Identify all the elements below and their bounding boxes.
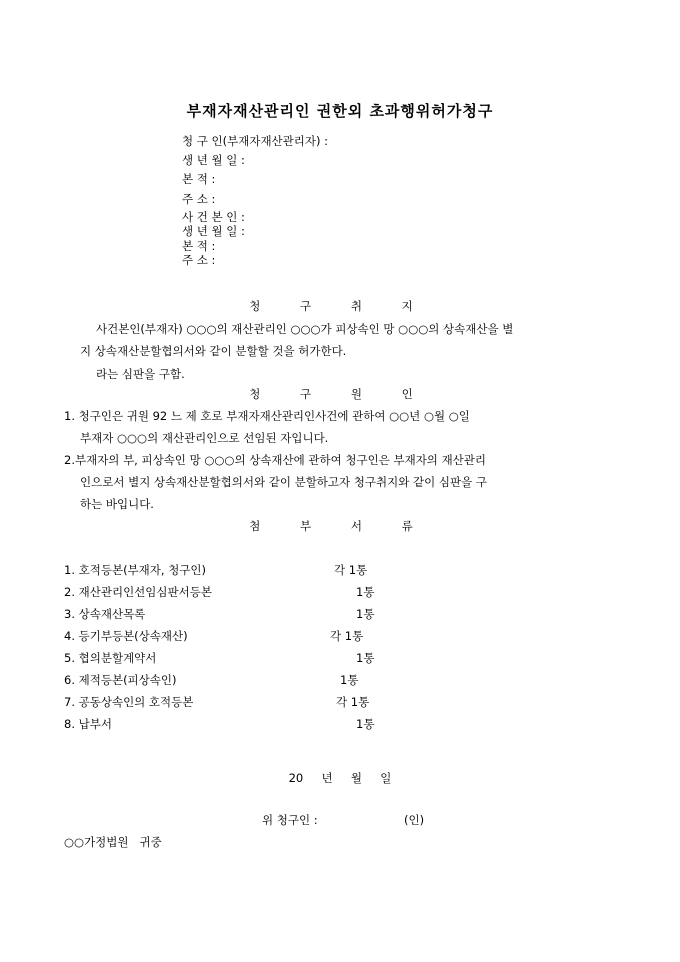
cause-heading: 청 구 원 인 bbox=[249, 387, 431, 401]
document-title: 부재자재산관리인 권한외 초과행위허가청구 bbox=[186, 102, 494, 120]
claimant-label: 청 구 인(부재자재산관리자) : bbox=[182, 134, 329, 148]
attachment-item: 5. 협의분할계약서 bbox=[64, 651, 157, 665]
cause-item-2-line-3: 하는 바입니다. bbox=[80, 497, 154, 511]
attachment-count: 1통 bbox=[356, 607, 375, 621]
attachment-item: 3. 상속재산목록 bbox=[64, 607, 146, 621]
cause-item-2-line-1: 2.부재자의 부, 피상속인 망 ○○○의 상속재산에 관하여 청구인은 부재자의 재산관리 bbox=[64, 453, 487, 467]
attachment-count: 1통 bbox=[340, 673, 359, 687]
court-addressee: ○○가정법원 귀중 bbox=[64, 835, 162, 849]
signature-label: 위 청구인 : bbox=[262, 813, 318, 827]
attachment-item: 4. 등기부등본(상속재산) bbox=[64, 629, 188, 643]
principal-birth-label: 생 년 월 일 : bbox=[182, 224, 245, 238]
claimant-birth-label: 생 년 월 일 : bbox=[182, 153, 245, 167]
attachment-item: 7. 공동상속인의 호적등본 bbox=[64, 695, 194, 709]
date-line: 20 년 월 일 bbox=[288, 771, 392, 785]
principal-domicile-label: 본 적 : bbox=[182, 239, 216, 253]
cause-item-1-line-1: 1. 청구인은 귀원 92 느 제 호로 부재자재산관리인사건에 관하여 ○○년 ○월 ○일 bbox=[64, 409, 470, 423]
attachment-count: 각 1통 bbox=[334, 563, 368, 577]
attachment-count: 1통 bbox=[356, 585, 375, 599]
attachment-count: 각 1통 bbox=[336, 695, 370, 709]
attachments-heading: 첨 부 서 류 bbox=[249, 519, 431, 533]
attachment-count: 1통 bbox=[356, 651, 375, 665]
claimant-address-label: 주 소 : bbox=[182, 192, 216, 206]
cause-item-2-line-2: 인으로서 별지 상속재산분할협의서와 같이 분할하고자 청구취지와 같이 심판을 구 bbox=[80, 475, 487, 489]
purpose-line-3: 라는 심판을 구함. bbox=[96, 367, 185, 381]
claimant-domicile-label: 본 적 : bbox=[182, 172, 216, 186]
seal-mark: (인) bbox=[404, 813, 425, 827]
purpose-line-2: 지 상속재산분할협의서와 같이 분할할 것을 허가한다. bbox=[80, 344, 347, 358]
purpose-heading: 청 구 취 지 bbox=[249, 299, 431, 313]
principal-address-label: 주 소 : bbox=[182, 253, 216, 267]
attachment-count: 각 1통 bbox=[330, 629, 364, 643]
attachment-item: 1. 호적등본(부재자, 청구인) bbox=[64, 563, 207, 577]
purpose-line-1: 사건본인(부재자) ○○○의 재산관리인 ○○○가 피상속인 망 ○○○의 상속재산을 별 bbox=[96, 322, 514, 336]
cause-item-1-line-2: 부재자 ○○○의 재산관리인으로 선임된 자입니다. bbox=[80, 431, 329, 445]
attachment-item: 8. 납부서 bbox=[64, 717, 112, 731]
principal-label: 사 건 본 인 : bbox=[182, 210, 245, 224]
attachment-item: 2. 재산관리인선임심판서등본 bbox=[64, 585, 212, 599]
attachment-item: 6. 제적등본(피상속인) bbox=[64, 673, 177, 687]
attachment-count: 1통 bbox=[356, 717, 375, 731]
